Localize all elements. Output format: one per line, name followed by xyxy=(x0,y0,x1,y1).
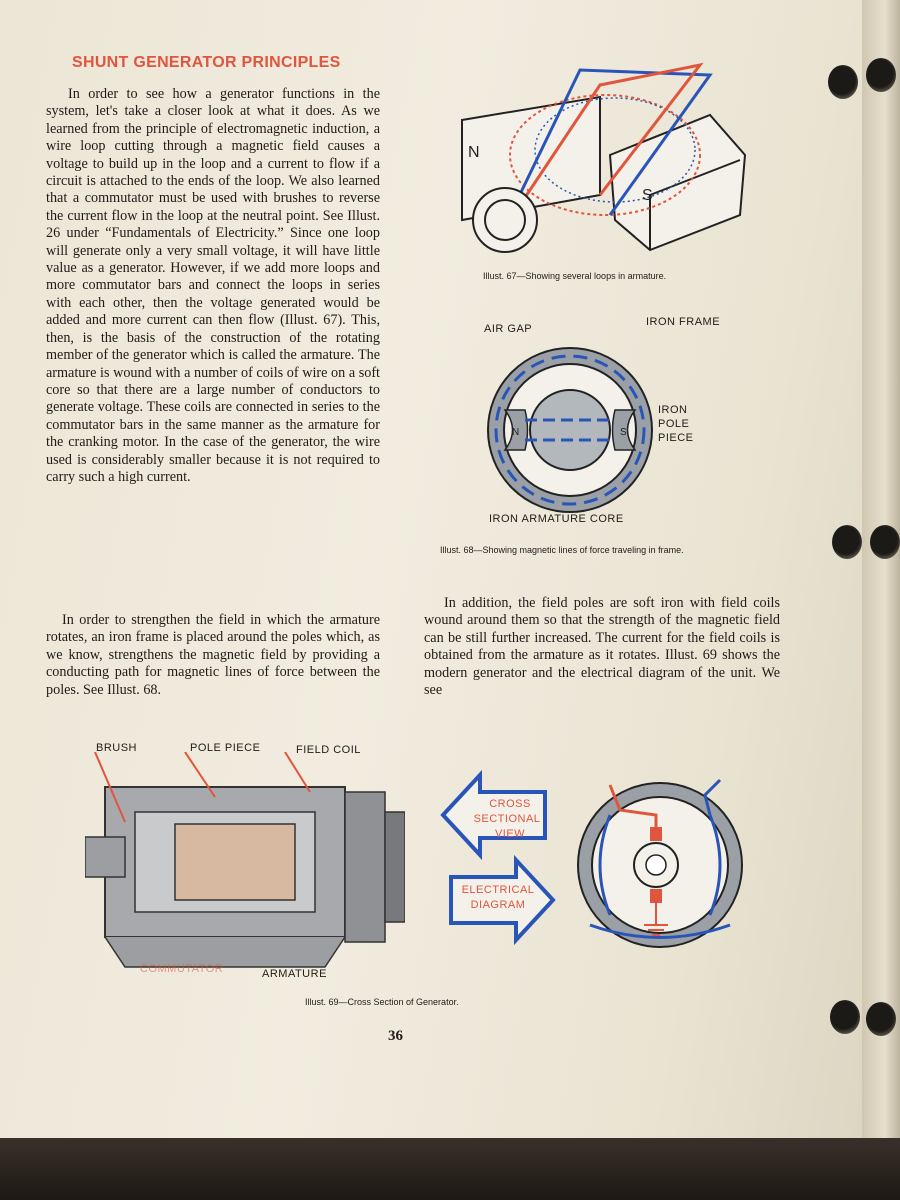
illust-67-north-label: N xyxy=(468,144,480,161)
pole-piece-label: POLE PIECE xyxy=(190,742,261,754)
page-stack-edge xyxy=(862,0,900,1150)
field-coil-label: FIELD COIL xyxy=(296,744,361,756)
armature-label: ARMATURE xyxy=(262,968,327,980)
binder-hole xyxy=(830,1000,860,1034)
air-gap-label: AIR GAP xyxy=(484,323,533,335)
binder-hole xyxy=(870,525,900,559)
illust-68-north-label: N xyxy=(512,427,520,438)
illust-67-south-label: S xyxy=(642,187,653,204)
cross-label: VIEW xyxy=(494,828,526,840)
brush-label: BRUSH xyxy=(96,742,138,754)
iron-frame-label: IRON FRAME xyxy=(646,316,721,328)
paragraph-1: In order to see how a generator functions in the system, let's take a closer look at what it does. As we learned from the principle of electromagnetic induction, a wire loop cutting through a magnetic field causes a voltage to build up in the loop and a current to flow if a circuit is attached to the ends of the loop. We also learned that a commutator must be used with brushes to reverse the current flow in the loop at the neutral point. See Illust. 26 under “Fundamentals of Electricity.” Since one loop will generate only a very small voltage, it will have little value as a generator. However, if we add more loops and more commutator bars and connect the loops in series with each other, then the voltage generated would be added and more current can then flow (Illust. 67). This, then, is the basis of the construction of the rotating member of the generator which is called the armature. The armature is wound with a number of coils of wire on a soft core so that there are a large number of conductors to generate voltage. These coils are connected in series to the commutator bars in the same manner as the armature for the cranking motor. In the case of the generator, the wire used is considerably smaller because it is not required to carry such a high current. xyxy=(46,86,380,485)
paragraph-2: In order to strengthen the field in which the armature rotates, an iron frame is placed around the poles which, as we know, strengthens the magnetic field by providing a conducting path for magnetic lines of force between the poles. See Illust. 68. xyxy=(46,612,380,698)
binder-hole xyxy=(866,1002,896,1036)
binder-hole xyxy=(866,58,896,92)
binder-hole xyxy=(828,65,858,99)
iron-armature-core-label: IRON ARMATURE CORE xyxy=(489,513,624,525)
page-number: 36 xyxy=(388,1028,403,1044)
illust-69-generator-cutaway xyxy=(85,752,405,982)
cross-label: CROSS xyxy=(489,798,531,810)
illust-69-caption: Illust. 69—Cross Section of Generator. xyxy=(305,997,459,1007)
illust-68-south-label: S xyxy=(620,427,627,438)
illust-67-caption: Illust. 67—Showing several loops in armature. xyxy=(483,271,667,281)
paragraph-3: In addition, the field poles are soft iron with field coils wound around them so that the strength of the magnetic field can be still further increased. The current for the field coils is obtained from the armature as it rotates. Illust. 69 shows the modern generator and the electrical diagram of the unit. We see xyxy=(424,595,780,699)
illust-69-electrical-diagram xyxy=(570,775,750,955)
iron-pole-piece-label: PIECE xyxy=(658,432,694,444)
page-title: SHUNT GENERATOR PRINCIPLES xyxy=(72,54,341,71)
iron-pole-piece-label: IRON xyxy=(658,404,688,416)
binder-hole xyxy=(832,525,862,559)
illust-68-magnetic-frame xyxy=(480,340,660,520)
elec-label: DIAGRAM xyxy=(470,899,526,911)
illust-67-armature-loops xyxy=(450,45,750,265)
commutator-label: COMMUTATOR xyxy=(140,963,224,975)
illust-68-caption: Illust. 68—Showing magnetic lines of force traveling in frame. xyxy=(440,545,684,555)
iron-pole-piece-label: POLE xyxy=(658,418,690,430)
cross-label: SECTIONAL xyxy=(473,813,541,825)
elec-label: ELECTRICAL xyxy=(461,884,535,896)
background-surface xyxy=(0,1138,900,1200)
